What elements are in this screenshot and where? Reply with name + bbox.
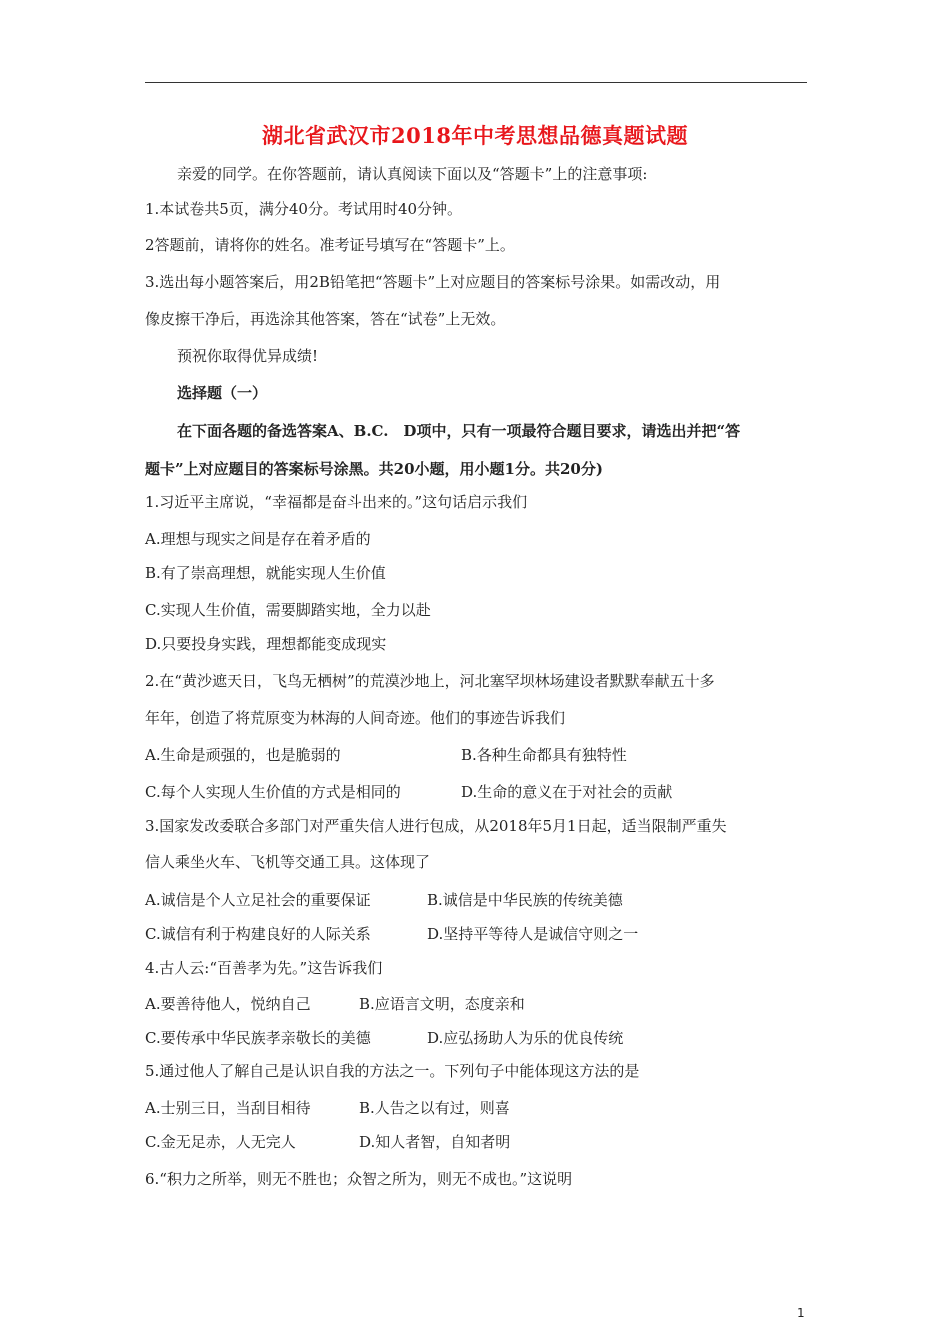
- q5-option-a: A.士别三日，当刮目相待: [145, 1099, 311, 1117]
- page-title: 湖北省武汉市2018年中考思想品德真题试题: [262, 123, 688, 148]
- page-number: 1: [797, 1306, 805, 1320]
- section-instruction-line2: 题卡”上对应题目的答案标号涂黑。共20小题，用小题1分。共20分): [145, 460, 603, 478]
- q1-option-a: A.理想与现实之间是存在着矛盾的: [145, 530, 371, 548]
- q2-stem-line1: 2.在“黄沙遮天日，飞鸟无栖树”的荒漠沙地上，河北塞罕坝林场建设者默默奉献五十多: [145, 672, 715, 690]
- header-rule: [145, 82, 807, 83]
- q4-option-a: A.要善待他人，悦纳自己: [145, 995, 311, 1013]
- note-2: 2答题前，请将你的姓名。准考证号填写在“答题卡”上。: [145, 236, 515, 254]
- q3-stem-line1: 3.国家发改委联合多部门对严重失信人进行包成，从2018年5月1日起，适当限制严重失: [145, 817, 727, 835]
- q2-stem-line2: 年年，创造了将荒原变为林海的人间奇迹。他们的事迹告诉我们: [145, 709, 566, 727]
- q5-option-b: B.人告之以有过，则喜: [359, 1099, 510, 1117]
- q4-option-d: D.应弘扬助人为乐的优良传统: [427, 1029, 624, 1047]
- q1-option-b: B.有了崇高理想，就能实现人生价值: [145, 564, 386, 582]
- q2-option-b: B.各种生命都具有独特性: [461, 746, 627, 764]
- q4-option-c: C.要传承中华民族孝亲敬长的美德: [145, 1029, 371, 1047]
- q2-option-c: C.每个人实现人生价值的方式是相同的: [145, 783, 401, 801]
- note-1: 1.本试卷共5页，满分40分。考试用时40分钟。: [145, 200, 463, 218]
- q3-option-d: D.坚持平等待人是诚信守则之一: [427, 925, 639, 943]
- q2-option-d: D.生命的意义在于对社会的贡献: [461, 783, 673, 801]
- q1-stem: 1.习近平主席说，“幸福都是奋斗出来的。”这句话启示我们: [145, 493, 528, 511]
- wish-text: 预祝你取得优异成绩!: [177, 347, 319, 365]
- q5-option-d: D.知人者智，自知者明: [359, 1133, 511, 1151]
- q1-option-c: C.实现人生价值，需要脚踏实地，全力以赴: [145, 601, 431, 619]
- note-3: 3.选出每小题答案后，用2B铅笔把“答题卡”上对应题目的答案标号涂果。如需改动，用: [145, 273, 721, 291]
- q3-option-c: C.诚信有利于构建良好的人际关系: [145, 925, 371, 943]
- q3-option-a: A.诚信是个人立足社会的重要保证: [145, 891, 371, 909]
- q6-stem: 6.“积力之所举，则无不胜也；众智之所为，则无不成也。”这说明: [145, 1170, 573, 1188]
- note-3-continued: 像皮擦干净后，再选涂其他答案，答在“试卷”上无效。: [145, 310, 506, 328]
- section-title: 选择题（一）: [177, 384, 268, 402]
- intro-text: 亲爱的同学。在你答题前，请认真阅读下面以及“答题卡”上的注意事项:: [177, 165, 648, 183]
- q3-option-b: B.诚信是中华民族的传统美德: [427, 891, 623, 909]
- q5-option-c: C.金无足赤，人无完人: [145, 1133, 296, 1151]
- q1-option-d: D.只要投身实践，理想都能变成现实: [145, 635, 387, 653]
- q4-stem: 4.古人云:“百善孝为先。”这告诉我们: [145, 959, 383, 977]
- q5-stem: 5.通过他人了解自己是认识自我的方法之一。下列句子中能体现这方法的是: [145, 1062, 640, 1080]
- q4-option-b: B.应语言文明，态度亲和: [359, 995, 525, 1013]
- q2-option-a: A.生命是顽强的，也是脆弱的: [145, 746, 341, 764]
- q3-stem-line2: 信人乘坐火车、飞机等交通工具。这体现了: [145, 853, 431, 871]
- section-instruction-line1: 在下面各题的备选答案A、B.C. D项中，只有一项最符合题目要求，请选出并把“答: [177, 422, 741, 440]
